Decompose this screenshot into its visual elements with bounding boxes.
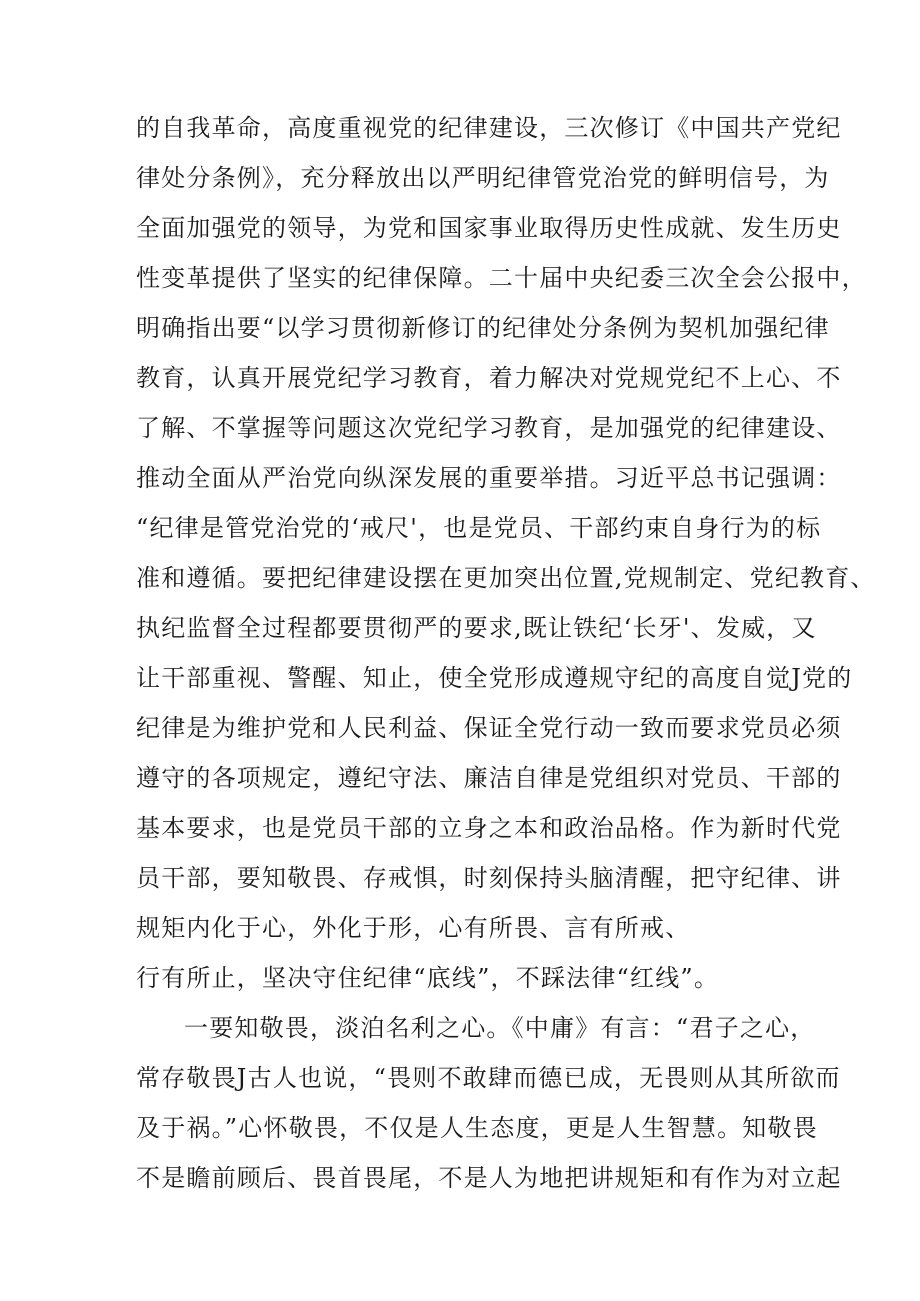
text-line: 基本要求，也是党员干部的立身之本和政治品格。作为新时代党 [136,814,842,842]
text-line: 及于祸。”心怀敬畏，不仅是人生态度，更是人生智慧。知敬畏 [136,1114,818,1142]
paragraph-first-line: 一要知敬畏，淡泊名利之心。《中庸》有言：“君子之心， [184,1014,816,1042]
text-line: 员干部，要知敬畏、存戒惧，时刻保持头脑清醒，把守纪律、讲 [136,864,842,892]
text-line: 律处分条例》，充分释放出以严明纪律管党治党的鲜明信号，为 [136,164,830,192]
text-line: 遵守的各项规定，遵纪守法、廉洁自律是党组织对党员、干部的 [136,764,842,792]
text-line: 推动全面从严治党向纵深发展的重要举措。习近平总书记强调： [136,464,842,492]
text-line: 常存敬畏J古人也说，“畏则不敢肆而德已成，无畏则从其所欲而 [136,1064,841,1092]
text-line: 执纪监督全过程都要贯彻严的要求,既让铁纪‘长牙'、发威，又 [136,614,817,642]
text-line: 了解、不掌握等问题这次党纪学习教育，是加强党的纪律建设、 [136,414,842,442]
text-line: 明确指出要“以学习贯彻新修订的纪律处分条例为契机加强纪律 [136,314,830,342]
text-line: 全面加强党的领导，为党和国家事业取得历史性成就、发生历史 [136,214,842,242]
text-line: 性变革提供了坚实的纪律保障。二十届中央纪委三次全会公报中， [136,264,867,292]
text-line: 不是瞻前顾后、畏首畏尾，不是人为地把讲规矩和有作为对立起 [136,1164,842,1192]
text-line: 规矩内化于心，外化于形，心有所畏、言有所戒、 [136,914,691,942]
text-line: “纪律是管党治党的‘戒尺'，也是党员、干部约束自身行为的标 [136,514,822,542]
text-line: 的自我革命，高度重视党的纪律建设，三次修订《中国共产党纪 [136,114,842,142]
text-line: 纪律是为维护党和人民利益、保证全党行动一致而要求党员必须 [136,714,842,742]
text-line: 教育，认真开展党纪学习教育，着力解决对党规党纪不上心、不 [136,364,842,392]
text-line: 行有所止，坚决守住纪律“底线”，不踩法律“红线”。 [136,964,720,992]
text-line: 让干部重视、警醒、知止，使全党形成遵规守纪的高度自觉J党的 [136,664,853,692]
text-line: 准和遵循。要把纪律建设摆在更加突出位置,党规制定、党纪教育、 [136,564,876,592]
